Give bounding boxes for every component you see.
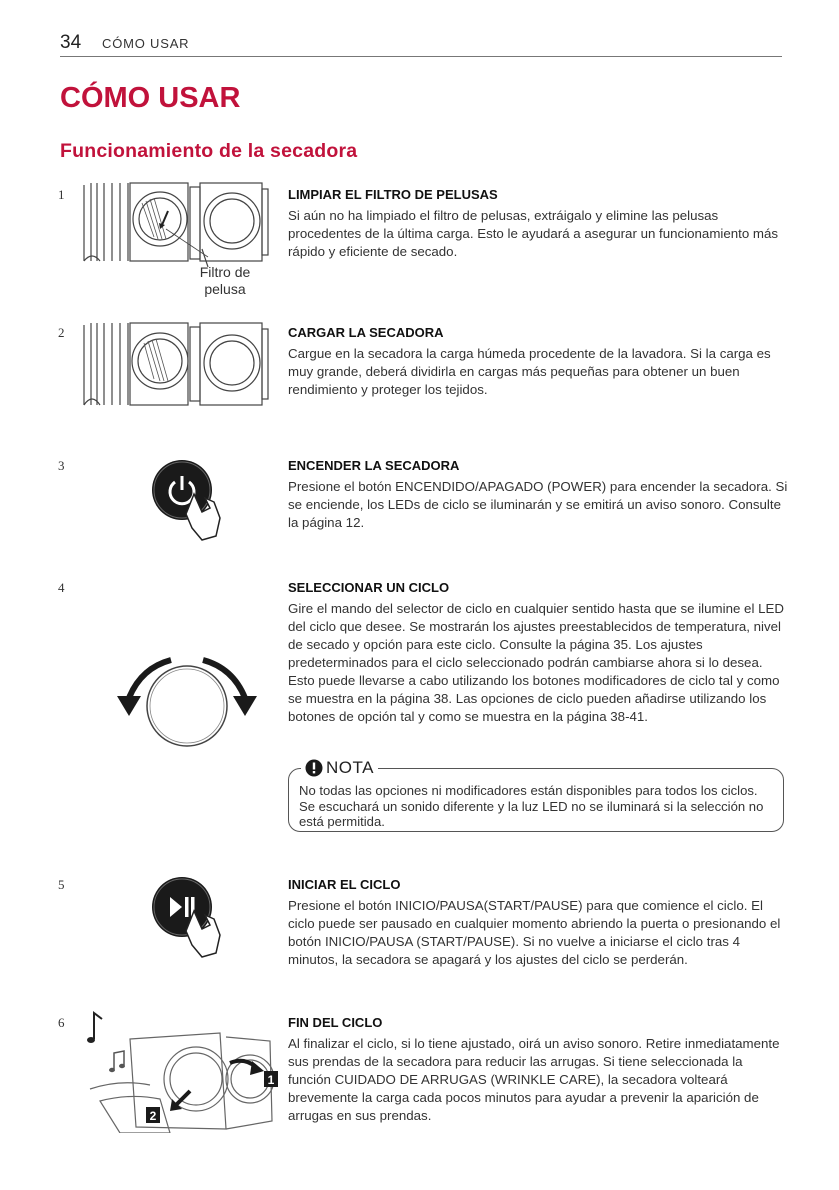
step-2 [0, 325, 839, 425]
step-number: 2 [58, 325, 65, 340]
step-body: Presione el botón ENCENDIDO/APAGADO (POWER) para encender la secadora. Si se enciende, los LEDs de ciclo se iluminarán y se emitirá un aviso sonoro. Consulte la página 12. [288, 479, 788, 530]
header-section-title: CÓMO USAR [102, 36, 190, 51]
step-3 [0, 458, 839, 548]
step-body: Si aún no ha limpiado el filtro de pelusas, extráigalo y elimine las pelusas procedentes de la última carga. Esto le ayudará a asegurar un funcionamiento más rápido y eficiente de secado. [288, 208, 779, 259]
marker-2-label: 2 [149, 1109, 157, 1123]
step-text [288, 458, 788, 532]
end-of-cycle-unloading-illustration [80, 1009, 280, 1133]
note-header [301, 757, 378, 779]
step-title: ENCENDER LA SECADORA [288, 458, 460, 473]
lint-filter-label: Filtro de pelusa [199, 264, 251, 297]
step-title: LIMPIAR EL FILTRO DE PELUSAS [288, 187, 498, 202]
step-text [288, 877, 788, 969]
step-number: 5 [58, 877, 65, 892]
note-label: NOTA [326, 758, 374, 777]
step-body: Presione el botón INICIO/PAUSA(START/PAUSE) para que comience el ciclo. El ciclo puede ser pausado en cualquier momento abriendo la puerta o presionando el botón INICIO/PAUSA (START/PAUSE). Si no vuelve a iniciarse el ciclo tras 4 minutos, la secadora se apagará y los ajustes del ciclo se perderán. [288, 898, 781, 967]
step-text [288, 325, 788, 399]
step-text [288, 187, 788, 261]
step-number: 4 [58, 580, 65, 595]
step-body: Gire el mando del selector de ciclo en cualquier sentido hasta que se ilumine el LED del ciclo que desee. Se mostrarán los ajustes preestablecidos de temperatura, nivel de secado y opción para este ciclo. Consulte la página 35. Los ajustes predeterminados para el ciclo seleccionado podrán cambiarse ahora si lo desea. Esto puede llevarse a cabo utilizando los botones modificadores de ciclo tal y como se muestra en la página 38. Las opciones de ciclo pueden añadirse utilizando los botones de opción tal y como se muestra en la página 38-41. [288, 601, 784, 724]
cycle-selector-dial-illustration [115, 654, 260, 754]
step-title: INICIAR EL CICLO [288, 877, 401, 892]
step-body: Cargue en la secadora la carga húmeda procedente de la lavadora. Si la carga es muy grande, deberá dividirla en cargas más pequeñas para obtener un buen rendimiento y proteger los tejidos. [288, 346, 771, 397]
page-header [60, 32, 782, 57]
step-title: FIN DEL CICLO [288, 1015, 383, 1030]
step-title: CARGAR LA SECADORA [288, 325, 444, 340]
step-number: 6 [58, 1015, 65, 1030]
marker-1-label: 1 [267, 1073, 275, 1087]
note-box [288, 758, 784, 832]
step-title: SELECCIONAR UN CICLO [288, 580, 450, 595]
page-title: CÓMO USAR [60, 82, 241, 114]
exclamation-icon [305, 759, 323, 777]
note-text: No todas las opciones ni modificadores están disponibles para todos los ciclos. Se escuchará un sonido diferente y la luz LED no se iluminará si la selección no está permitida. [299, 783, 764, 829]
step-body: Al finalizar el ciclo, si lo tiene ajustado, oirá un aviso sonoro. Retire inmediatamente sus prendas de la secadora para reducir las arrugas. Si tiene seleccionada la función CUIDADO DE ARRUGAS (WRINKLE CARE), la secadora volteará brevemente la carga cada pocos minutos para ayudar a prevenir la aparición de arrugas en sus prendas. [288, 1036, 780, 1123]
step-6 [0, 1015, 839, 1125]
step-5 [0, 877, 839, 977]
step-4 [0, 580, 839, 830]
step-1 [0, 187, 839, 297]
start-pause-button-press-illustration [150, 875, 240, 961]
page-number: 34 [60, 32, 82, 53]
step-number: 3 [58, 458, 65, 473]
dryer-loading-illustration [80, 321, 270, 409]
power-button-press-illustration [150, 458, 240, 544]
dryer-lint-filter-illustration [80, 181, 270, 267]
step-number: 1 [58, 187, 65, 202]
step-text [288, 580, 788, 726]
step-text [288, 1015, 788, 1125]
section-subtitle: Funcionamiento de la secadora [60, 140, 358, 162]
